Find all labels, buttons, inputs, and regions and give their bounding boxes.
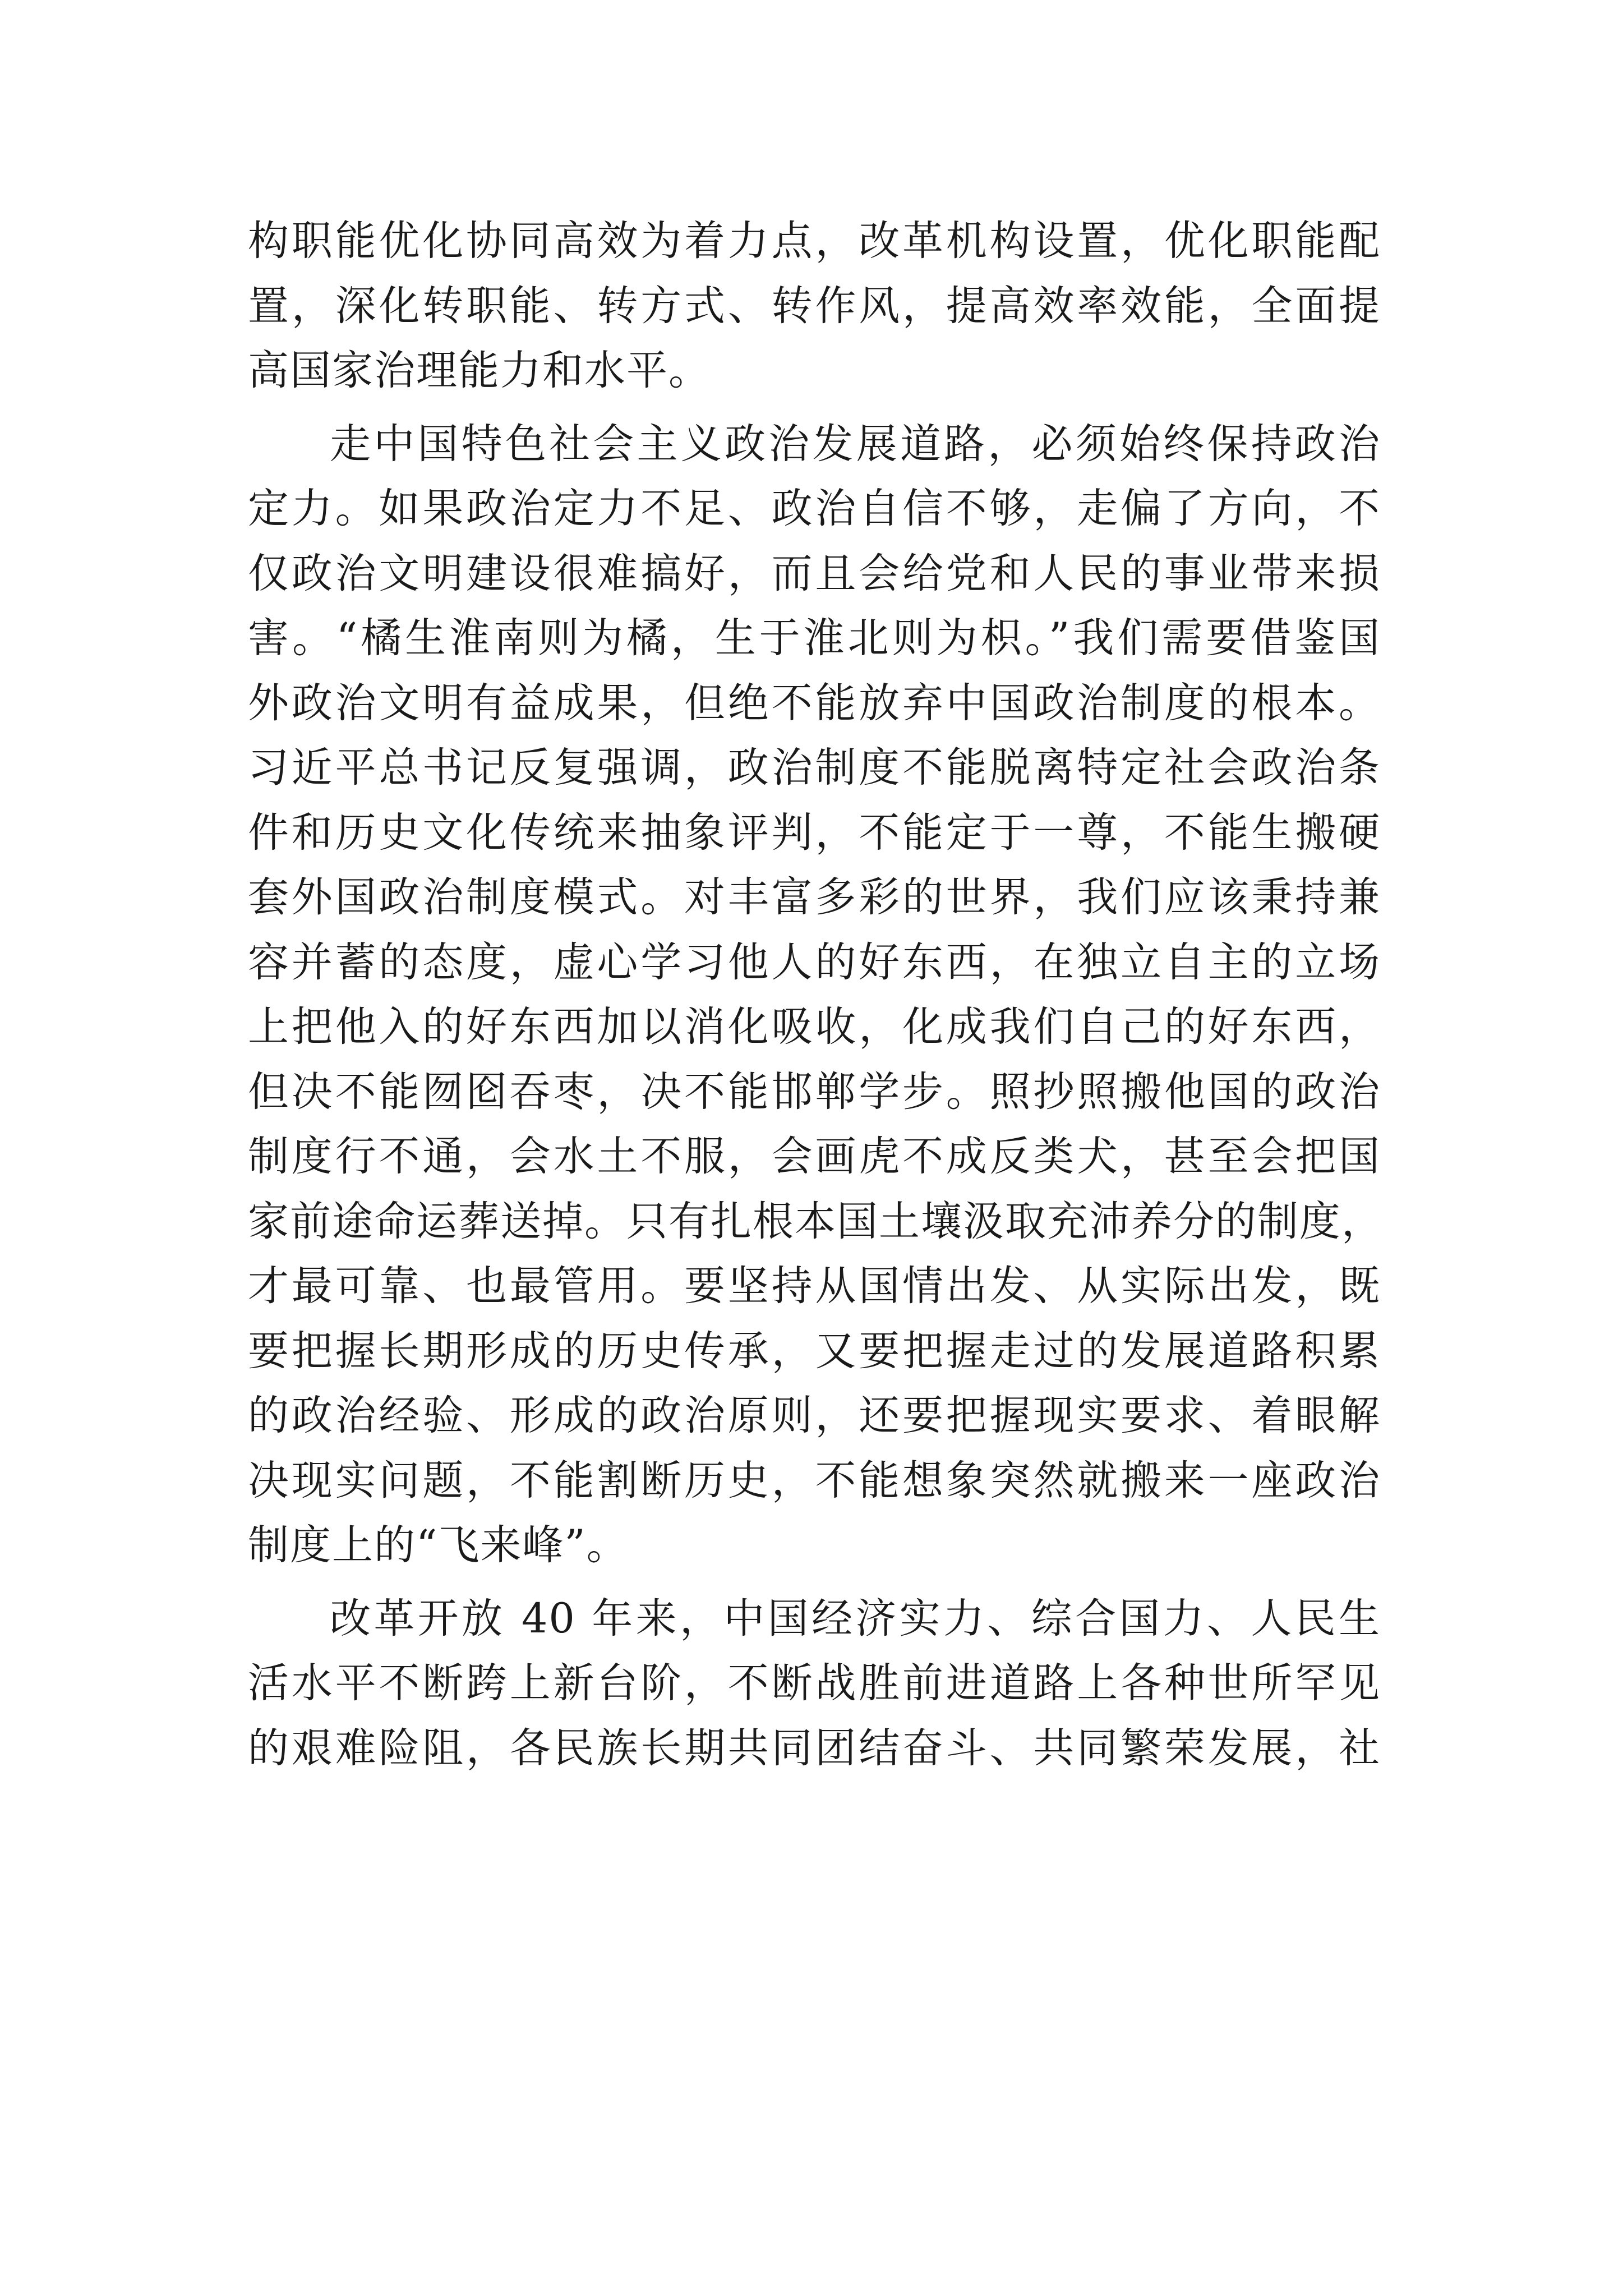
text-line: 外政治文明有益成果，但绝不能放弃中国政治制度的根本。 — [248, 679, 1381, 727]
text-line: 件和历史文化传统来抽象评判，不能定于一尊，不能生搬硬 — [248, 808, 1381, 857]
text-line: 走中国特色社会主义政治发展道路，必须始终保持政治 — [330, 420, 1381, 468]
text-line: 套外国政治制度模式。对丰富多彩的世界，我们应该秉持兼 — [248, 873, 1381, 921]
text-line: 的艰难险阻，各民族长期共同团结奋斗、共同繁荣发展，社 — [248, 1724, 1381, 1772]
text-line: 要把握长期形成的历史传承，又要把握走过的发展道路积累 — [248, 1327, 1381, 1375]
text-line: 害。“橘生淮南则为橘，生于淮北则为枳。”我们需要借鉴国 — [248, 614, 1381, 662]
paragraph-2 — [248, 412, 1384, 1578]
text-line: 才最可靠、也最管用。要坚持从国情出发、从实际出发，既 — [248, 1262, 1381, 1310]
text-line: 构职能优化协同高效为着力点，改革机构设置，优化职能配 — [248, 217, 1381, 265]
document-body — [248, 209, 1384, 1789]
text-line: 定力。如果政治定力不足、政治自信不够，走偏了方向，不 — [248, 485, 1381, 532]
text-line: 习近平总书记反复强调，政治制度不能脱离特定社会政治条 — [248, 744, 1381, 792]
text-line: 决现实问题，不能割断历史，不能想象突然就搬来一座政治 — [248, 1456, 1381, 1504]
text-line: 制度上的“飞来峰”。 — [248, 1521, 629, 1569]
text-line: 的政治经验、形成的政治原则，还要把握现实要求、着眼解 — [248, 1392, 1381, 1439]
text-line: 制度行不通，会水土不服，会画虎不成反类犬，甚至会把国 — [248, 1133, 1381, 1180]
text-line: 置，深化转职能、转方式、转作风，提高效率效能，全面提 — [248, 282, 1381, 330]
text-line: 改革开放 40 年来，中国经济实力、综合国力、人民生 — [330, 1594, 1381, 1642]
text-line: 容并蓄的态度，虚心学习他人的好东西，在独立自主的立场 — [248, 938, 1381, 986]
text-line: 高国家治理能力和水平。 — [248, 347, 711, 394]
paragraph-1 — [248, 209, 1381, 403]
text-line: 活水平不断跨上新台阶，不断战胜前进道路上各种世所罕见 — [248, 1659, 1381, 1707]
text-line: 上把他入的好东西加以消化吸收，化成我们自己的好东西， — [248, 1003, 1381, 1051]
text-line: 但决不能囫囵吞枣，决不能邯郸学步。照抄照搬他国的政治 — [248, 1068, 1381, 1116]
text-line: 家前途命运葬送掉。只有扎根本国土壤汲取充沛养分的制度， — [248, 1197, 1384, 1245]
text-line: 仅政治文明建设很难搞好，而且会给党和人民的事业带来损 — [248, 549, 1381, 597]
paragraph-3 — [248, 1586, 1381, 1781]
